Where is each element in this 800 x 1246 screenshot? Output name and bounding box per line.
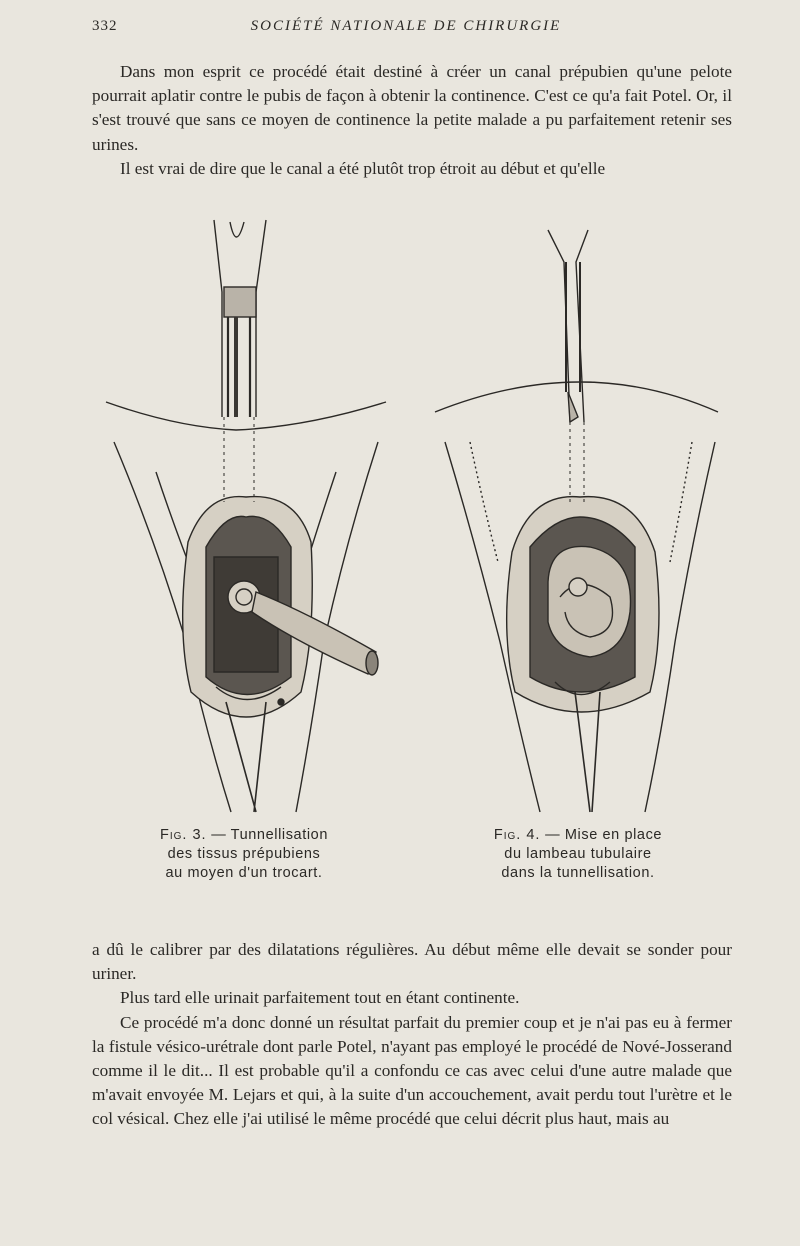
figure-label: Fig. 3. bbox=[159, 827, 207, 843]
caption-line: des tissus prépubiens bbox=[167, 846, 321, 862]
page-number: 332 bbox=[92, 18, 118, 34]
caption-line: Fig. 3. — Tunnellisation bbox=[159, 827, 329, 843]
caption-line: au moyen d'un trocart. bbox=[165, 865, 323, 881]
paragraph: Plus tard elle urinait parfaitement tout en étant continente. bbox=[120, 988, 520, 1008]
running-title: SOCIÉTÉ NATIONALE DE CHIRURGIE bbox=[250, 18, 562, 34]
paragraph: Il est vrai de dire que le canal a été plutôt trop étroit au début et qu'elle bbox=[120, 158, 606, 178]
caption-line: Fig. 4. — Mise en place bbox=[493, 827, 663, 843]
figure-label: Fig. 4. bbox=[493, 827, 541, 843]
figure-3-caption bbox=[126, 826, 362, 883]
figure-4-caption bbox=[460, 826, 696, 883]
surgical-drawing-fig3 bbox=[96, 212, 396, 822]
top-text-block bbox=[92, 60, 732, 181]
paragraph: Ce procédé m'a donc donné un résultat parfait du premier coup et je n'ai pas eu à fermer la fistule vésico-urétrale dont parle Potel, n'ayant pas employé le procédé de Nové-Josserand comme il le dit... Il est probable qu'il a confondu ce cas avec celui d'une autre malade que m'avait envoyée M. Lejars et qui, à la suite d'un accouchement, avait perdu tout l'urètre et le col vésical. Chez elle j'ai utilisé le même procédé que celui décrit plus haut, mais au bbox=[92, 1012, 732, 1129]
figure-3-illustration bbox=[96, 212, 396, 822]
figure-4-illustration bbox=[430, 212, 730, 822]
caption-line: du lambeau tubulaire bbox=[504, 846, 652, 862]
page-header bbox=[92, 18, 720, 42]
paragraph: Dans mon esprit ce procédé était destiné à créer un canal prépubien qu'une pelote pourrait aplatir contre le pubis de façon à obtenir la continence. C'est ce qu'a fait Potel. Or, il s'est trouvé que sans ce moyen de continence la petite malade a pu parfaitement retenir ses urines. bbox=[92, 62, 732, 154]
bottom-text-block bbox=[92, 938, 732, 1132]
surgical-drawing-fig4 bbox=[430, 212, 730, 822]
caption-line: dans la tunnellisation. bbox=[501, 865, 655, 881]
paragraph: a dû le calibrer par des dilatations régulières. Au début même elle devait se sonder pour uriner. bbox=[92, 940, 732, 984]
